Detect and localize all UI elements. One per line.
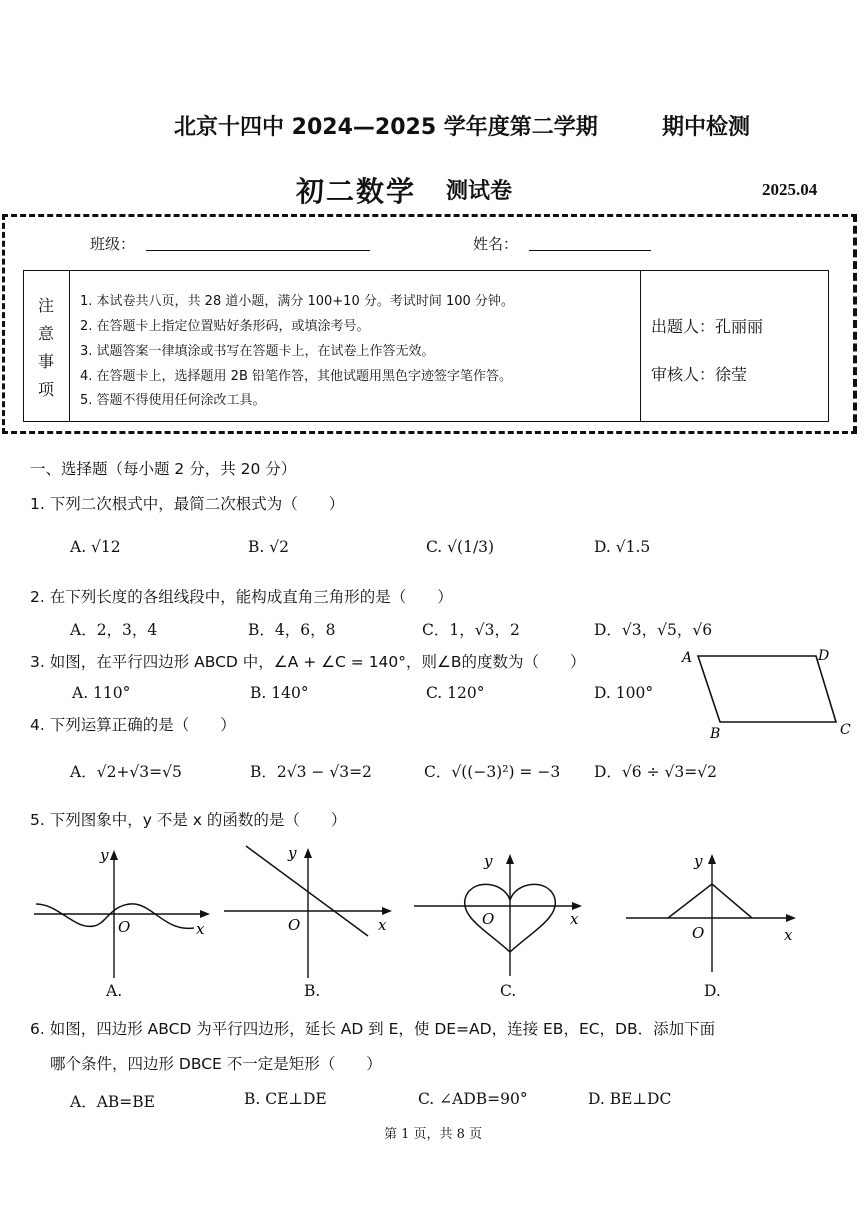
tent-function — [668, 884, 752, 918]
vertex-label: D — [818, 648, 830, 664]
question-4-option-d: D．√6 ÷ √3=√2 — [594, 763, 717, 781]
graph-c-label: C. — [500, 982, 517, 1000]
x-axis-arrow-icon — [382, 907, 392, 915]
origin-label: O — [482, 910, 495, 928]
origin-label: O — [288, 916, 301, 934]
x-axis-arrow-icon — [786, 914, 796, 922]
y-label: y — [288, 844, 297, 862]
name-field[interactable] — [529, 250, 651, 251]
notice-char: 事 — [37, 352, 54, 371]
parallelogram-shape — [698, 656, 836, 722]
question-6-stem-line2: 哪个条件，四边形 DBCE 不一定是矩形（ ） — [50, 1055, 382, 1073]
graph-b-label: B. — [304, 982, 321, 1000]
question-2-stem: 2. 在下列长度的各组线段中，能构成直角三角形的是（ ） — [30, 588, 453, 606]
graph-d — [626, 846, 806, 980]
notice-rule: 1. 本试卷共八页，共 28 道小题，满分 100+10 分。考试时间 100 分钟。 — [80, 294, 514, 309]
question-2-option-d: D．√3，√5，√6 — [594, 621, 713, 639]
question-2-option-b: B．4，6，8 — [248, 621, 336, 639]
vertex-label: A — [682, 650, 693, 666]
y-axis-arrow-icon — [110, 850, 118, 860]
question-3-option-b: B. 140° — [250, 684, 309, 702]
name-label: 姓名： — [473, 235, 519, 253]
y-axis-arrow-icon — [506, 854, 514, 864]
question-6-option-d: D. BE⊥DC — [588, 1090, 672, 1108]
question-2-option-c: C．1，√3，2 — [422, 621, 520, 639]
notice-char: 项 — [37, 380, 54, 399]
origin-label: O — [118, 918, 131, 936]
question-3-option-d: D. 100° — [594, 684, 654, 702]
y-axis-arrow-icon — [708, 854, 716, 864]
exam-title: 北京十四中 2024—2025 学年度第二学期 — [174, 115, 598, 140]
graph-c — [414, 846, 594, 980]
x-axis-arrow-icon — [200, 910, 210, 918]
question-4-option-a: A．√2+√3=√5 — [70, 763, 182, 781]
question-4-option-c: C．√((−3)²) = −3 — [424, 763, 561, 781]
question-1-option-c: C. √(1/3) — [426, 538, 495, 556]
vertex-label: B — [710, 726, 721, 742]
notice-rule: 4. 在答题卡上，选择题用 2B 铅笔作答，其他试题用黑色字迹签字笔作答。 — [80, 369, 512, 384]
author-name: 出题人：孔丽丽 — [651, 317, 764, 336]
notice-rule: 3. 试题答案一律填涂或书写在答题卡上，在试卷上作答无效。 — [80, 344, 435, 359]
question-1-option-a: A. √12 — [70, 538, 121, 556]
author-cell — [640, 271, 828, 421]
sine-curve — [36, 904, 194, 928]
x-label: x — [784, 926, 793, 944]
question-6-option-a: A．AB=BE — [70, 1093, 155, 1111]
notice-char: 意 — [37, 324, 54, 343]
origin-label: O — [692, 924, 705, 942]
question-4-stem: 4. 下列运算正确的是（ ） — [30, 716, 236, 734]
class-field[interactable] — [146, 250, 370, 251]
y-label: y — [694, 852, 703, 870]
notice-rule: 5. 答题不得使用任何涂改工具。 — [80, 393, 266, 408]
graph-a-label: A. — [106, 982, 123, 1000]
x-label: x — [570, 910, 579, 928]
question-6-stem-line1: 6. 如图，四边形 ABCD 为平行四边形，延长 AD 到 E，使 DE=AD，连接 EB，EC，DB．添加下面 — [30, 1020, 716, 1038]
question-5-stem: 5. 下列图象中，y 不是 x 的函数的是（ ） — [30, 811, 347, 829]
question-1-stem: 1. 下列二次根式中，最简二次根式为（ ） — [30, 495, 345, 513]
notice-rule: 2. 在答题卡上指定位置贴好条形码，或填涂考号。 — [80, 319, 370, 334]
x-label: x — [196, 920, 205, 938]
question-1-option-b: B. √2 — [248, 538, 289, 556]
notice-table — [23, 270, 829, 422]
y-axis-arrow-icon — [304, 848, 312, 858]
reviewer-name: 审核人：徐莹 — [651, 365, 748, 384]
question-3-stem: 3. 如图，在平行四边形 ABCD 中，∠A + ∠C = 140°，则∠B的度数为（ ） — [30, 653, 586, 671]
exam-type: 期中检测 — [662, 115, 751, 140]
x-label: x — [378, 916, 387, 934]
vertex-label: C — [840, 722, 851, 738]
question-3-option-a: A. 110° — [72, 684, 131, 702]
graph-d-label: D. — [704, 982, 721, 1000]
question-6-option-c: C. ∠ADB=90° — [418, 1090, 528, 1108]
paper-type: 测试卷 — [446, 179, 513, 204]
x-axis-arrow-icon — [572, 902, 582, 910]
graph-b — [224, 840, 404, 980]
y-label: y — [484, 852, 493, 870]
subject-title: 初二数学 — [296, 175, 417, 208]
y-label: y — [100, 846, 109, 864]
question-1-option-d: D. √1.5 — [594, 538, 651, 556]
notice-char: 注 — [37, 296, 54, 315]
question-6-option-b: B. CE⊥DE — [244, 1090, 327, 1108]
exam-date: 2025.04 — [762, 180, 818, 199]
notice-heading-cell — [24, 271, 70, 421]
page-footer: 第 1 页，共 8 页 — [384, 1127, 483, 1142]
parallelogram-figure — [676, 644, 856, 744]
graph-a — [34, 840, 214, 980]
question-4-option-b: B．2√3 − √3=2 — [250, 763, 372, 781]
class-label: 班级： — [90, 235, 136, 253]
question-3-option-c: C. 120° — [426, 684, 485, 702]
question-2-option-a: A．2，3，4 — [70, 621, 158, 639]
decreasing-line — [246, 846, 368, 936]
section-heading: 一、选择题（每小题 2 分，共 20 分） — [30, 460, 297, 478]
